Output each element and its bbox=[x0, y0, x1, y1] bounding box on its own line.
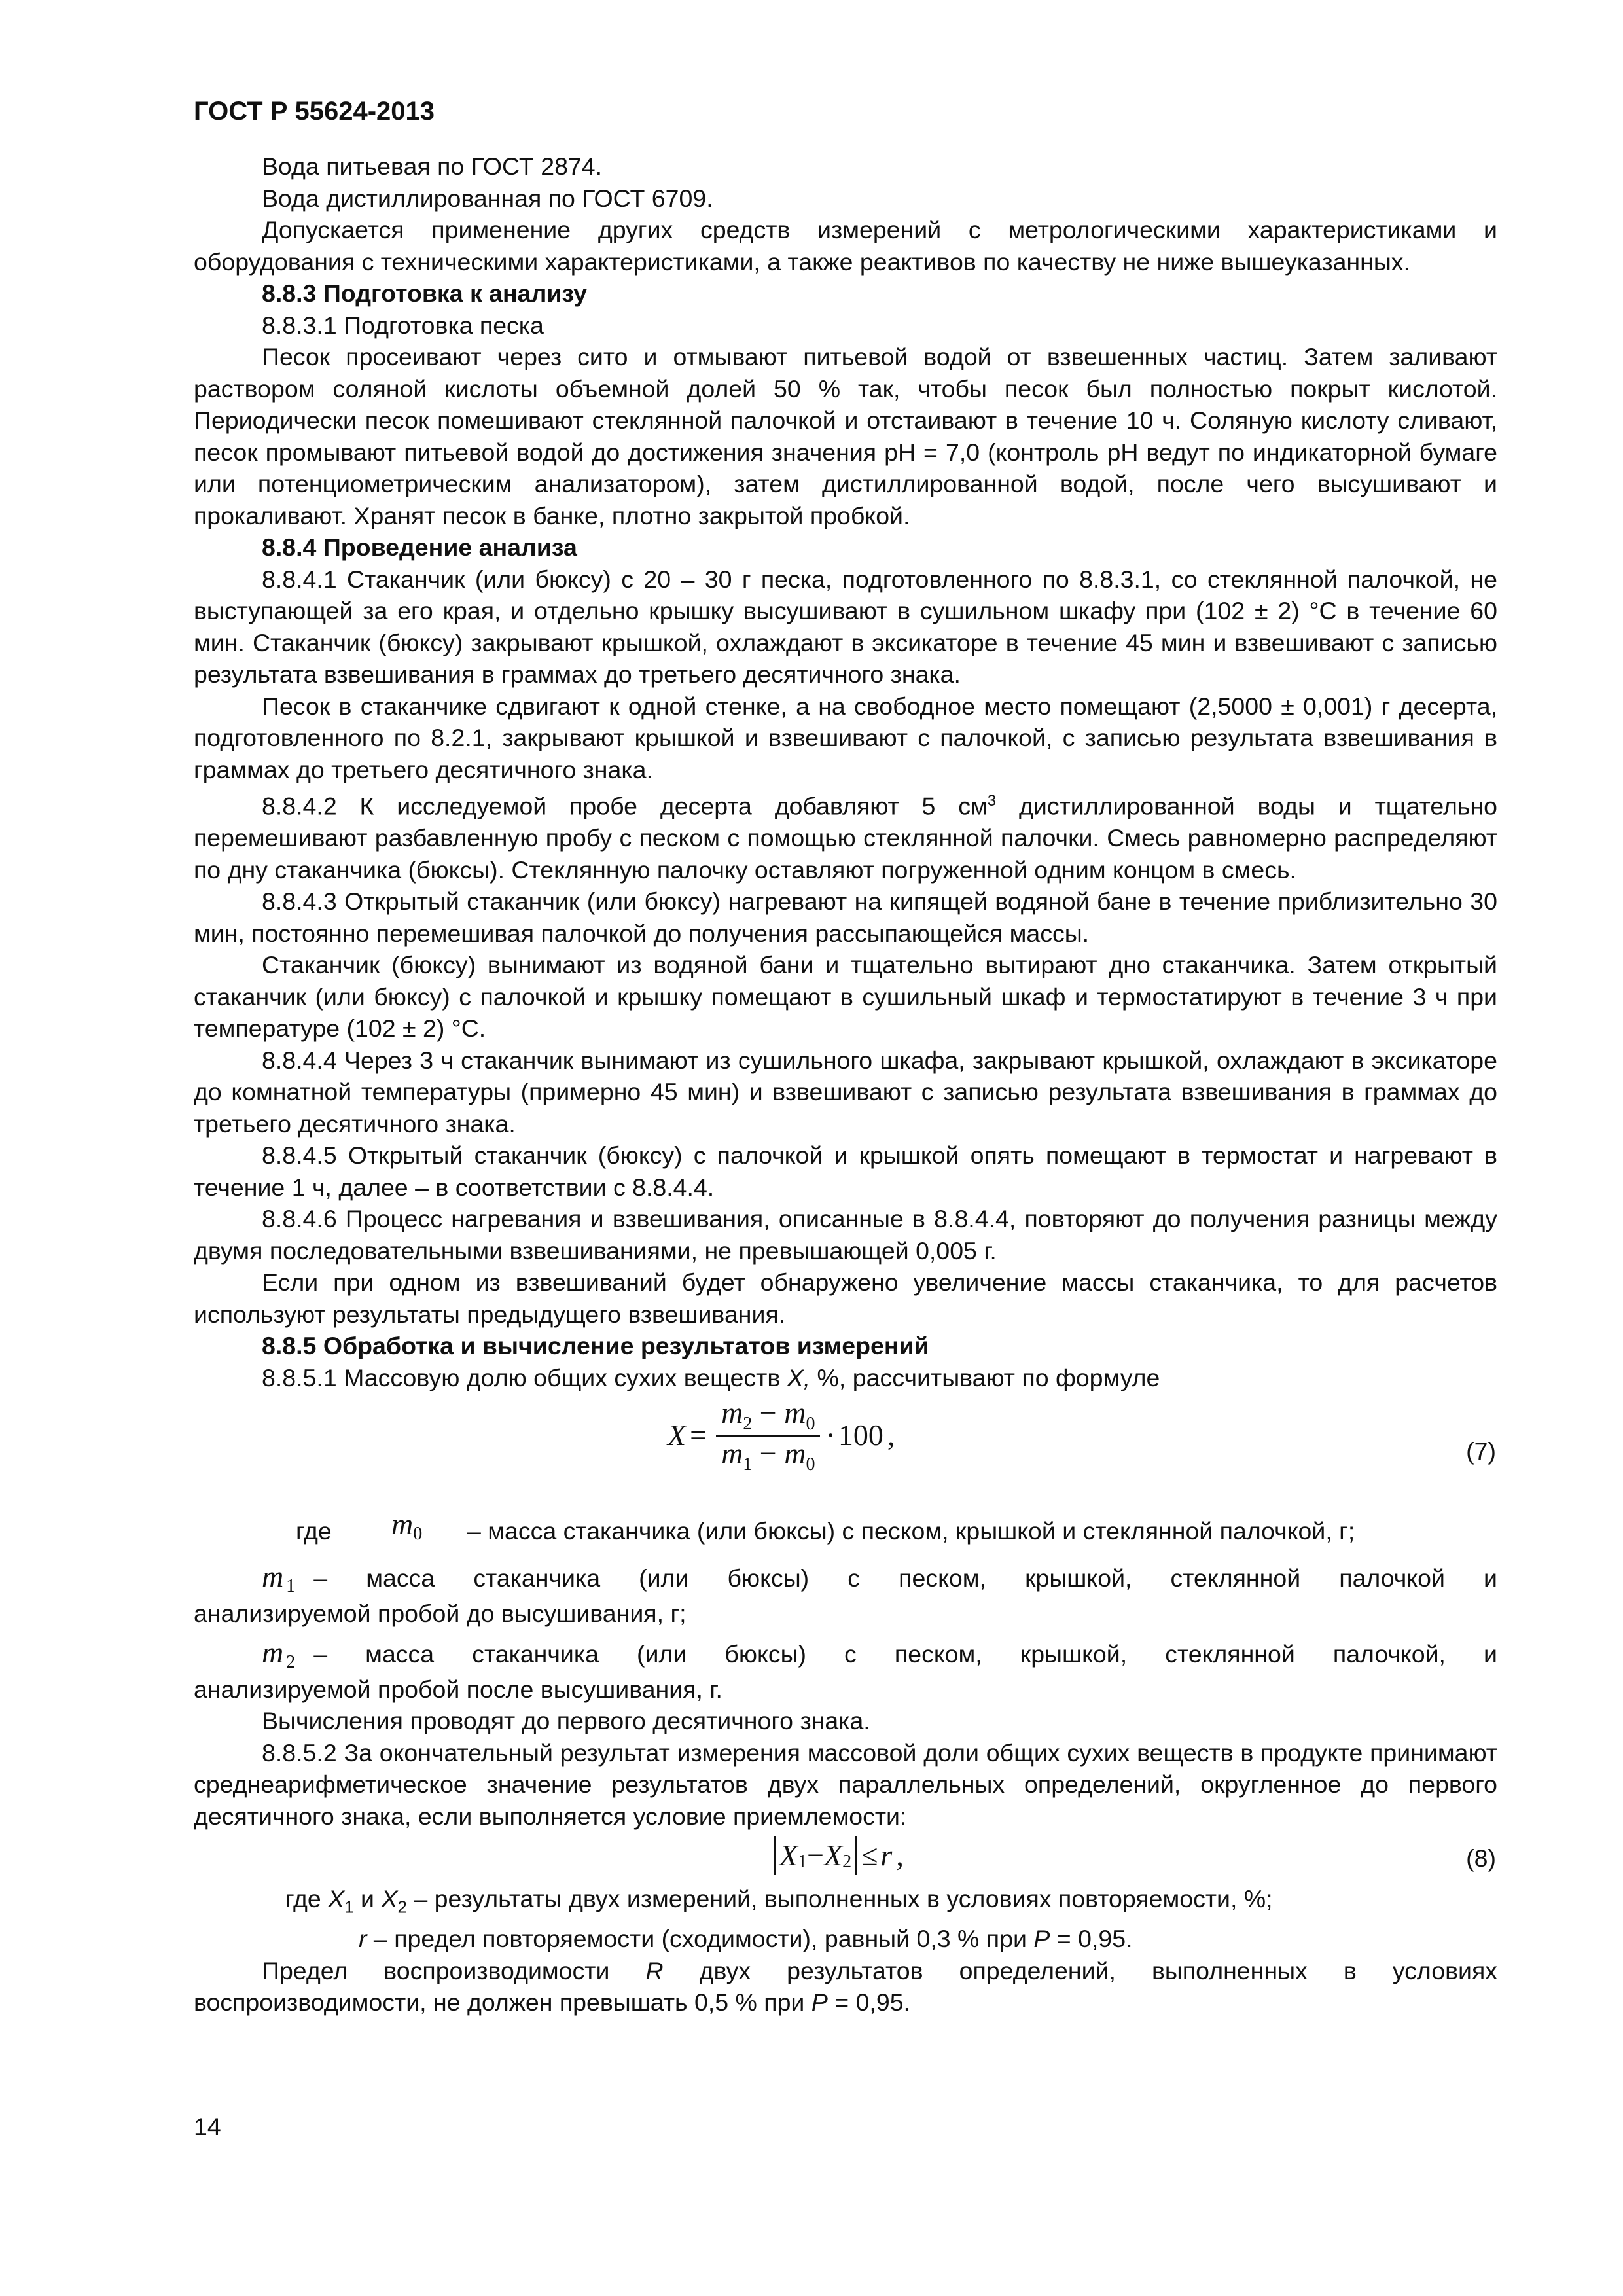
equation-number: (8) bbox=[1466, 1844, 1496, 1872]
paragraph: Песок в стаканчике сдвигают к одной стенке, а на свободное место помещают (2,5000 ± 0,001) г десерта, подготовленного по 8.2.1, закрывают крышкой и взвешивают с палочкой, с записью результата взвешивания в граммах до третьего десятичного знака. bbox=[194, 692, 1497, 783]
text-run: %, рассчитывают по формуле bbox=[810, 1363, 1160, 1391]
m1-description: – масса стаканчика (или бюксы) с песком, крышкой, стеклянной палочкой и bbox=[313, 1564, 1497, 1592]
paragraph: Если при одном из взвешиваний будет обнаружено увеличение массы стаканчика, то для расчетов используют результаты предыдущего взвешивания. bbox=[194, 1268, 1497, 1328]
paragraph: Песок просеивают через сито и отмывают питьевой водой от взвешенных частиц. Затем заливают раствором соляной кислоты объемной долей 50 % так, чтобы песок был полностью покрыт кислотой. Периодически песок помешивают стеклянной палочкой и отстаивают в течение 10 ч. Соляную кислоту сливают, песок промывают питьевой водой до достижения значения pH = 7,0 (контроль pH ведут по индикаторной бумаге или потенциометрическим анализатором), затем дистиллированной водой, после чего высушивают и прокаливают. Хранят песок в банке, плотно закрытой пробкой. bbox=[194, 343, 1497, 529]
paragraph bbox=[194, 785, 1497, 886]
paragraph: 8.8.4.6 Процесс нагревания и взвешивания, описанные в 8.8.4.4, повторяют до получения разницы между двумя последовательными взвешиваниями, не превышающей 0,005 г. bbox=[194, 1205, 1497, 1265]
paragraph: 8.8.5.2 За окончательный результат измерения массовой доли общих сухих веществ в продукте принимают среднеарифметическое значение результатов двух параллельных определений, округленное до первого десятичного знака, если выполняется условие приемлемости: bbox=[194, 1738, 1497, 1830]
subscript: 2 bbox=[743, 1414, 753, 1434]
formula-8 bbox=[770, 1836, 904, 1875]
paragraph: 8.8.4.4 Через 3 ч стаканчик вынимают из сушильного шкафа, закрывают крышкой, охлаждают в эксикаторе до комнатной температуры (примерно 45 мин) и взвешивают с записью результата взвешивания в граммах до третьего десятичного знака. bbox=[194, 1046, 1497, 1138]
numerator-var: m bbox=[784, 1396, 806, 1429]
m1-description-cont: анализируемой пробой до высушивания, г; bbox=[194, 1599, 687, 1627]
text-run: двух результатов определений, выполненных в условиях воспроизводимости, не должен превышать 0,5 % при bbox=[194, 1956, 1497, 2016]
minus-sign: − bbox=[807, 1838, 825, 1872]
subscript: 1 bbox=[286, 1576, 296, 1596]
where-row-m0 bbox=[194, 1503, 1497, 1553]
variable: R bbox=[645, 1956, 664, 1984]
formula-var: r bbox=[880, 1838, 893, 1872]
variable: P bbox=[811, 1988, 828, 2016]
m0-description: – масса стаканчика (или бюксы) с песком, крышкой и стеклянной палочкой, г; bbox=[467, 1517, 1355, 1545]
paragraph: Вычисления проводят до первого десятичного знака. bbox=[262, 1707, 870, 1734]
minus-sign: − bbox=[752, 1396, 785, 1429]
paragraph: Допускается применение других средств измерений с метрологическими характеристиками и оборудования с техническими характеристиками, а также реактивов по качеству не ниже вышеуказанных. bbox=[194, 216, 1497, 276]
numerator bbox=[716, 1397, 820, 1437]
variable: X, bbox=[787, 1363, 811, 1391]
text-run: дистиллированной воды и тщательно перемешивают разбавленную пробу с песком с помощью стеклянной палочки. Смесь равномерно распределяют по дну стаканчика (бюксы). Стеклянную палочку оставляют погруженной одним концом в смесь. bbox=[194, 792, 1497, 884]
paragraph: 8.8.4.1 Стаканчик (или бюксу) с 20 – 30 г песка, подготовленного по 8.8.3.1, со стеклянной палочкой, не выступающей за его края, и отдельно крышку высушивают в сушильном шкафу при (102 ± 2) °С в течение 60 мин. Стаканчик (бюксу) закрывают крышкой, охлаждают в эксикаторе в течение 45 мин и взвешивают с записью результата взвешивания в граммах до третьего десятичного знака. bbox=[194, 565, 1497, 688]
where-r-line bbox=[194, 1923, 1497, 1955]
text-run: и bbox=[353, 1885, 382, 1912]
subscript: 1 bbox=[743, 1454, 753, 1475]
formula-8-row bbox=[194, 1832, 1497, 1883]
page-number: 14 bbox=[194, 2113, 221, 2140]
paragraph: Стаканчик (бюксу) вынимают из водяной бани и тщательно вытирают дно стаканчика. Затем открытый стаканчик (или бюксу) с палочкой и крышку помещают в сушильный шкаф и термостатируют в течение 3 ч при температуре (102 ± 2) °С. bbox=[194, 951, 1497, 1042]
subsection-title: 8.8.3.1 Подготовка песка bbox=[262, 311, 544, 339]
subscript: 2 bbox=[397, 1897, 407, 1917]
variable: r bbox=[359, 1925, 367, 1952]
where-x-line bbox=[194, 1883, 1497, 1923]
formula-var: X bbox=[824, 1838, 843, 1872]
text-run: 8.8.4.2 К исследуемой пробе десерта добавляют 5 см bbox=[262, 792, 988, 820]
m1-line bbox=[194, 1561, 1497, 1598]
equals-sign: = bbox=[690, 1418, 707, 1452]
paragraph: Вода дистиллированная по ГОСТ 6709. bbox=[262, 184, 713, 212]
less-equal-sign: ≤ bbox=[861, 1838, 878, 1872]
variable: X bbox=[328, 1885, 345, 1912]
m1-definition bbox=[194, 1561, 1497, 1629]
denominator-var: m bbox=[784, 1436, 806, 1470]
fraction bbox=[716, 1397, 820, 1474]
superscript: 3 bbox=[987, 792, 997, 810]
formula-7-row bbox=[194, 1393, 1497, 1503]
text-run: где bbox=[285, 1885, 329, 1912]
formula-factor: 100 bbox=[838, 1418, 883, 1452]
text-run: – результаты двух измерений, выполненных в условиях повторяемости, %; bbox=[406, 1885, 1273, 1912]
subscript: 2 bbox=[842, 1851, 852, 1872]
m2-line bbox=[194, 1637, 1497, 1674]
m2-description: – масса стаканчика (или бюксы) с песком, крышкой, стеклянной палочкой, и bbox=[313, 1640, 1497, 1668]
formula-comma: , bbox=[887, 1418, 895, 1452]
numerator-var: m bbox=[721, 1396, 743, 1429]
text-run: = 0,95. bbox=[827, 1988, 910, 2016]
formula-comma: , bbox=[896, 1838, 904, 1872]
subscript: 0 bbox=[806, 1454, 815, 1475]
text-run: = 0,95. bbox=[1050, 1925, 1133, 1952]
abs-bar-left bbox=[774, 1836, 776, 1875]
m2-definition bbox=[194, 1637, 1497, 1705]
paragraph: Вода питьевая по ГОСТ 2874. bbox=[262, 152, 603, 180]
variable-m1 bbox=[262, 1561, 295, 1598]
formula-lhs: X bbox=[668, 1418, 687, 1452]
paragraph bbox=[194, 1955, 1497, 2018]
section-heading: 8.8.3 Подготовка к анализу bbox=[262, 279, 587, 307]
formula-7 bbox=[668, 1397, 895, 1474]
paragraph: 8.8.4.3 Открытый стаканчик (или бюксу) нагревают на кипящей водяной бане в течение приблизительно 30 мин, постоянно перемешивая палочкой до получения рассыпающейся массы. bbox=[194, 888, 1497, 947]
subscript: 1 bbox=[344, 1897, 354, 1917]
subscript: 1 bbox=[798, 1851, 808, 1872]
text-run: – предел повторяемости (сходимости), равный 0,3 % при bbox=[366, 1925, 1034, 1952]
document-body bbox=[194, 151, 1497, 2018]
abs-bar-right bbox=[855, 1836, 857, 1875]
text-run: 8.8.5.1 Массовую долю общих сухих веществ bbox=[262, 1363, 787, 1391]
section-heading: 8.8.5 Обработка и вычисление результатов измерений bbox=[262, 1332, 929, 1359]
m2-description-cont: анализируемой пробой после высушивания, г. bbox=[194, 1675, 722, 1703]
subscript: 0 bbox=[413, 1524, 423, 1544]
subscript: 0 bbox=[806, 1414, 815, 1434]
variable-symbol: m bbox=[391, 1507, 414, 1541]
paragraph: 8.8.4.5 Открытый стаканчик (бюксу) с палочкой и крышкой опять помещают в термостат и нагревают в течение 1 ч, далее – в соответствии с 8.8.4.4. bbox=[194, 1141, 1497, 1201]
section-heading: 8.8.4 Проведение анализа bbox=[262, 533, 577, 561]
variable: X bbox=[381, 1885, 398, 1912]
minus-sign: − bbox=[752, 1436, 785, 1470]
variable: P bbox=[1033, 1925, 1050, 1952]
variable-symbol: m bbox=[262, 1560, 284, 1593]
where-label: где bbox=[296, 1517, 332, 1545]
multiply-sign: · bbox=[825, 1418, 836, 1452]
subscript: 2 bbox=[286, 1652, 296, 1672]
equation-number: (7) bbox=[1466, 1437, 1496, 1465]
document-header: ГОСТ Р 55624-2013 bbox=[194, 97, 435, 126]
variable-symbol: m bbox=[262, 1636, 284, 1669]
variable-m0 bbox=[391, 1509, 422, 1545]
variable-m2 bbox=[262, 1637, 295, 1674]
denominator bbox=[716, 1437, 820, 1475]
paragraph bbox=[194, 1362, 1497, 1394]
formula-var: X bbox=[779, 1838, 798, 1872]
text-run: Предел воспроизводимости bbox=[262, 1956, 646, 1984]
denominator-var: m bbox=[721, 1436, 743, 1470]
